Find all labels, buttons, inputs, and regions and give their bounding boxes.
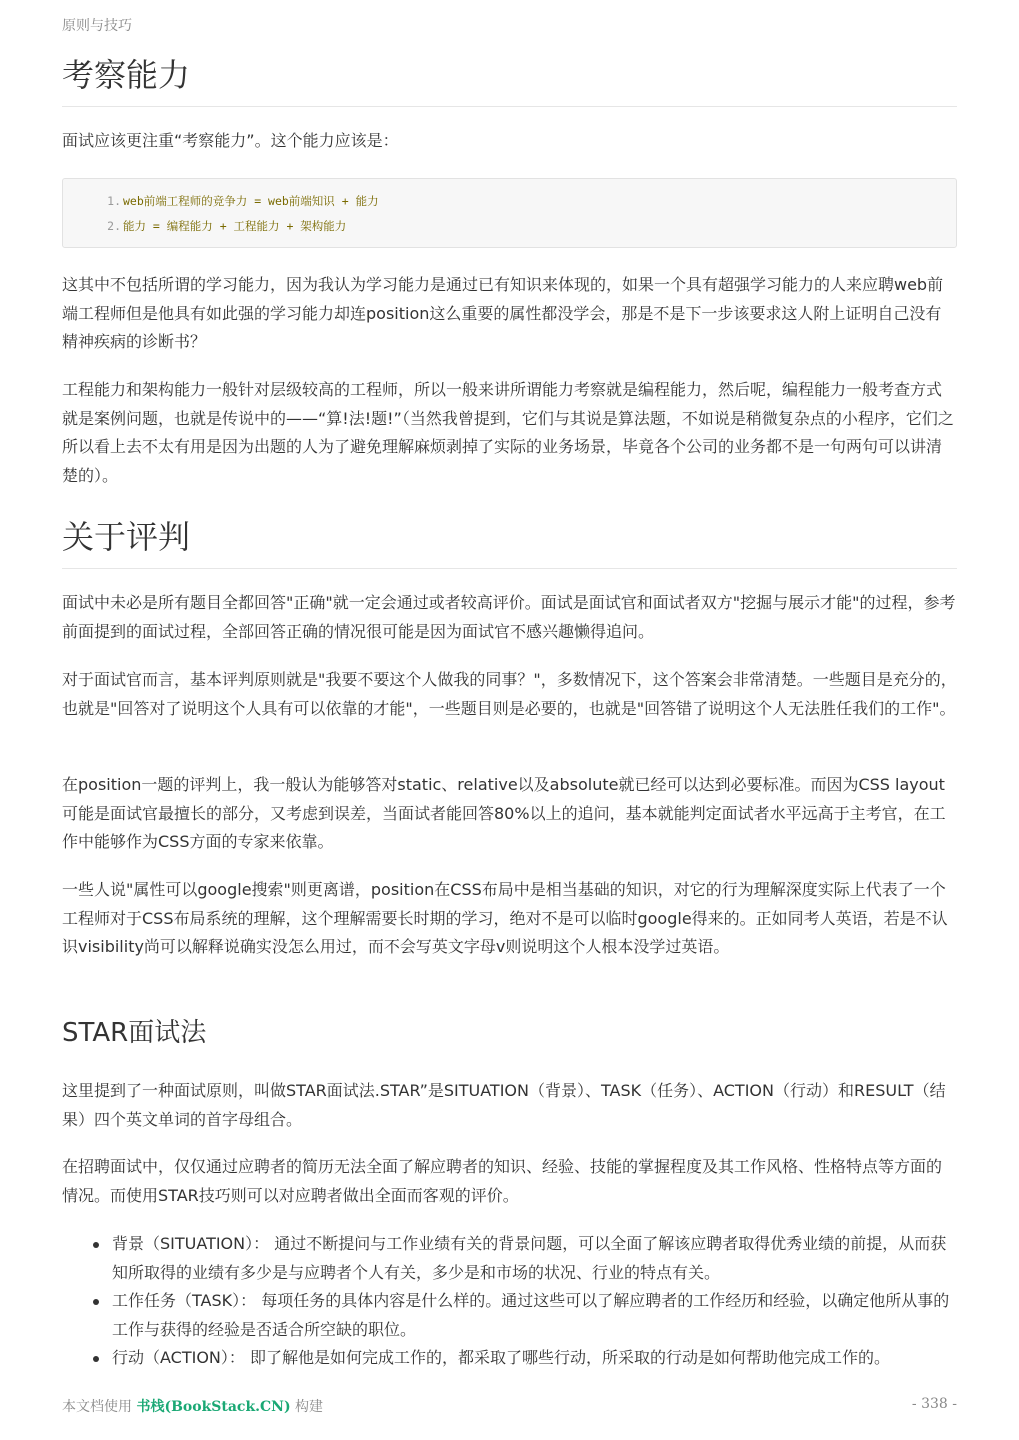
code-block	[62, 178, 957, 248]
code-text: web前端工程师的竞争力 = web前端知识 + 能力	[123, 194, 379, 208]
section-pingpan	[62, 518, 957, 569]
bookstack-link[interactable]: 书栈(BookStack.CN)	[136, 1399, 291, 1415]
star-bullet-list	[62, 1230, 957, 1373]
list-item: 行动（ACTION）： 即了解他是如何完成工作的，都采取了哪些行动，所采取的行动是如何帮助他完成工作的。	[112, 1344, 957, 1373]
list-item: 背景（SITUATION）： 通过不断提问与工作业绩有关的背景问题，可以全面了解该应聘者取得优秀业绩的前提，从而获知所取得的业绩有多少是与应聘者个人有关，多少是和市场的状况、行业的特点有关。	[112, 1230, 957, 1287]
code-line	[63, 189, 956, 214]
code-text: 能力 = 编程能力 + 工程能力 + 架构能力	[123, 219, 347, 233]
line-number: 1.	[107, 194, 121, 208]
subsection-title: STAR面试法	[62, 1018, 207, 1048]
running-header: 原则与技巧	[62, 18, 132, 34]
footer-prefix: 本文档使用	[62, 1399, 137, 1415]
footer-suffix: 构建	[290, 1399, 324, 1415]
paragraph: 在招聘面试中，仅仅通过应聘者的简历无法全面了解应聘者的知识、经验、技能的掌握程度及其工作风格、性格特点等方面的情况。而使用STAR技巧则可以对应聘者做出全面而客观的评价。	[62, 1157, 943, 1205]
paragraph: 一些人说"属性可以google搜索"则更离谱，position在CSS布局中是相当基础的知识，对它的行为理解深度实际上代表了一个工程师对于CSS布局系统的理解，这个理解需要长时期的学习，绝对不是可以临时google得来的。正如同考人英语，若是不认识visibility尚可以解释说确实没怎么用过，而不会写英文字母v则说明这个人根本没学过英语。	[62, 880, 948, 956]
paragraph: 面试中未必是所有题目全都回答"正确"就一定会通过或者较高评价。面试是面试官和面试者双方"挖掘与展示才能"的过程，参考前面提到的面试过程，全部回答正确的情况很可能是因为面试官不感兴趣懒得追问。	[62, 593, 956, 641]
paragraph: 工程能力和架构能力一般针对层级较高的工程师，所以一般来讲所谓能力考察就是编程能力，然后呢，编程能力一般考查方式就是案例问题，也就是传说中的——“算!法!题!”（当然我曾提到，它们与其说是算法题，不如说是稍微复杂点的小程序，它们之所以看上去不太有用是因为出题的人为了避免理解麻烦剥掉了实际的业务场景，毕竟各个公司的业务都不是一句两句可以讲清楚的）。	[62, 380, 954, 485]
page-number: - 338 -	[911, 1396, 957, 1412]
paragraph: 在position一题的评判上，我一般认为能够答对static、relative以及absolute就已经可以达到必要标准。而因为CSS layout可能是面试官最擅长的部分，又考虑到误差，当面试者能回答80%以上的追问，基本就能判定面试者水平远高于主考官，在工作中能够作为CSS方面的专家来依靠。	[62, 775, 946, 851]
section-title: 关于评判	[62, 518, 957, 569]
paragraph: 这里提到了一种面试原则，叫做STAR面试法.STAR”是SITUATION（背景）、TASK（任务）、ACTION（行动）和RESULT（结果）四个英文单词的首字母组合。	[62, 1081, 946, 1129]
list-item: 工作任务（TASK）： 每项任务的具体内容是什么样的。通过这些可以了解应聘者的工作经历和经验，以确定他所从事的工作与获得的经验是否适合所空缺的职位。	[112, 1287, 957, 1344]
paragraph: 对于面试官而言，基本评判原则就是"我要不要这个人做我的同事？"，多数情况下，这个答案会非常清楚。一些题目是充分的，也就是"回答对了说明这个人具有可以依靠的才能"，一些题目则是必要的，也就是"回答错了说明这个人无法胜任我们的工作"。	[62, 670, 957, 718]
section-kaocha	[62, 56, 957, 107]
code-line	[63, 214, 956, 239]
paragraph: 面试应该更注重“考察能力”。这个能力应该是：	[62, 131, 399, 150]
section-title: 考察能力	[62, 56, 957, 107]
footer-credit	[62, 1396, 323, 1416]
line-number: 2.	[107, 219, 121, 233]
paragraph: 这其中不包括所谓的学习能力，因为我认为学习能力是通过已有知识来体现的，如果一个具有超强学习能力的人来应聘web前端工程师但是他具有如此强的学习能力却连position这么重要的属性都没学会，那是不是下一步该要求这人附上证明自己没有精神疾病的诊断书？	[62, 275, 944, 351]
